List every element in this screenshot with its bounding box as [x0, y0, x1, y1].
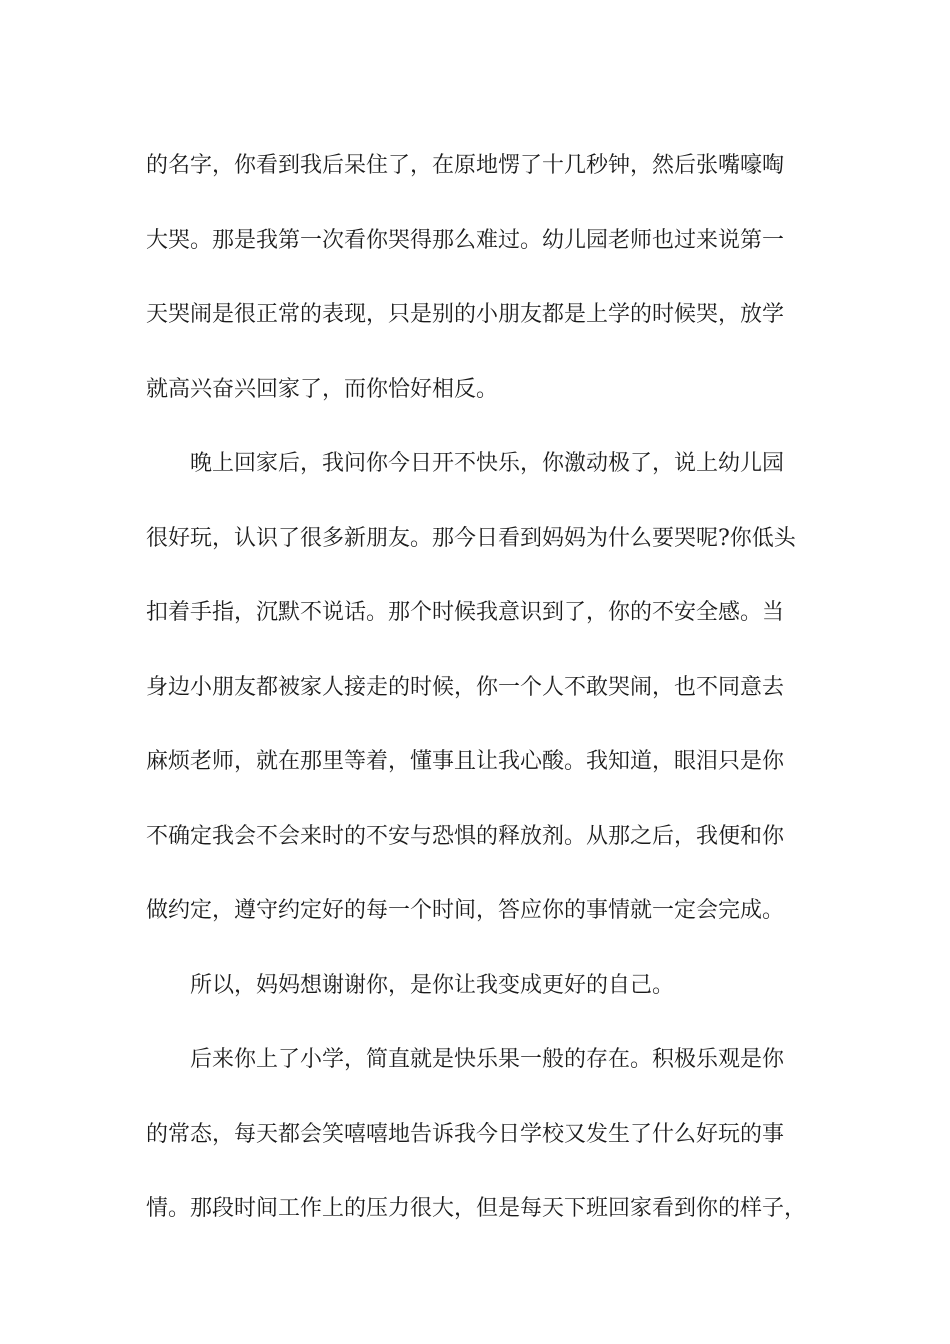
text-line-11: 做约定，遵守约定好的每一个时间，答应你的事情就一定会完成。 — [146, 898, 785, 923]
text-line-7: 扣着手指，沉默不说话。那个时候我意识到了，你的不安全感。当 — [146, 600, 785, 625]
text-line-1: 的名字，你看到我后呆住了，在原地愣了十几秒钟，然后张嘴嚎啕 — [146, 153, 785, 178]
text-line-12: 所以，妈妈想谢谢你，是你让我变成更好的自己。 — [190, 972, 675, 998]
text-line-5: 晚上回家后，我问你今日开不快乐，你激动极了，说上幼儿园 — [190, 451, 785, 476]
text-line-6: 很好玩，认识了很多新朋友。那今日看到妈妈为什么要哭呢?你低头 — [146, 525, 796, 551]
text-line-3: 天哭闹是很正常的表现，只是别的小朋友都是上学的时候哭，放学 — [146, 302, 785, 327]
text-line-4: 就高兴奋兴回家了，而你恰好相反。 — [146, 376, 499, 402]
text-line-10: 不确定我会不会来时的不安与恐惧的释放剂。从那之后，我便和你 — [146, 823, 785, 849]
body-text — [146, 129, 826, 1247]
text-line-14: 的常态，每天都会笑嘻嘻地告诉我今日学校又发生了什么好玩的事 — [146, 1121, 785, 1147]
text-line-8: 身边小朋友都被家人接走的时候，你一个人不敢哭闹，也不同意去 — [146, 674, 785, 700]
text-line-9: 麻烦老师，就在那里等着，懂事且让我心酸。我知道，眼泪只是你 — [146, 749, 785, 774]
text-line-13: 后来你上了小学，简直就是快乐果一般的存在。积极乐观是你 — [190, 1047, 785, 1072]
text-line-15: 情。那段时间工作上的压力很大，但是每天下班回家看到你的样子， — [146, 1196, 807, 1221]
text-line-2: 大哭。那是我第一次看你哭得那么难过。幼儿园老师也过来说第一 — [146, 227, 785, 253]
